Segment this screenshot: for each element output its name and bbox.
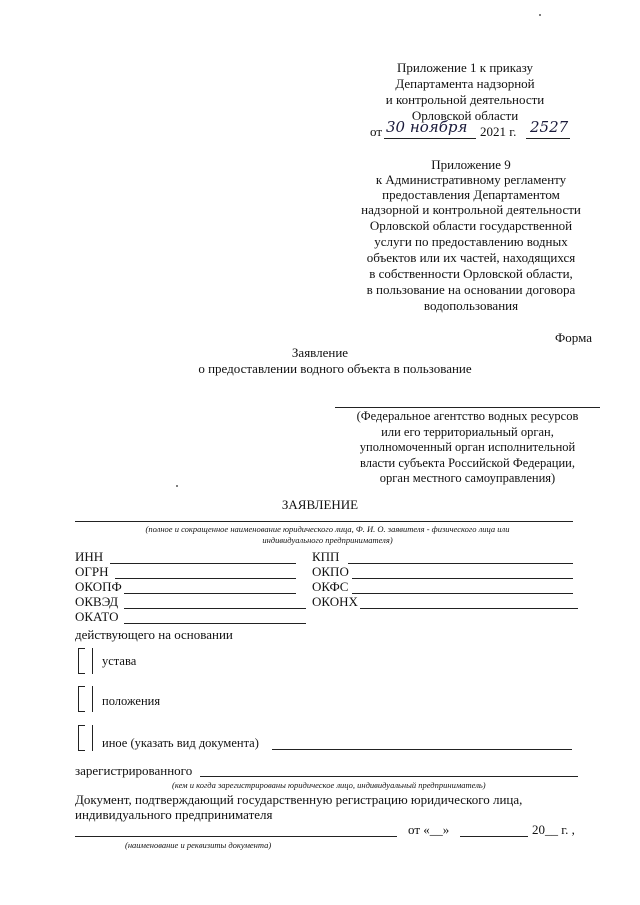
addressee-line: уполномоченный орган исполнительной xyxy=(359,440,576,454)
okpo-label: ОКПО xyxy=(312,564,349,579)
charter-checkbox[interactable] xyxy=(78,648,93,674)
appendix9-line: в собственности Орловской области, xyxy=(369,266,573,281)
doc-date-from: от «__» xyxy=(408,822,450,837)
inn-field[interactable] xyxy=(110,563,296,564)
okopf-field[interactable] xyxy=(124,593,296,594)
okfs-field[interactable] xyxy=(352,593,573,594)
appendix1-date-year: 2021 г. xyxy=(480,124,517,139)
ogrn-label: ОГРН xyxy=(75,564,109,579)
scan-speck xyxy=(539,14,541,16)
addressee-line: власти субъекта Российской Федерации, xyxy=(360,456,575,470)
statement-heading: ЗАЯВЛЕНИЕ xyxy=(281,497,359,512)
okato-label: ОКАТО xyxy=(75,609,119,624)
kpp-label: КПП xyxy=(312,549,340,564)
regulation-checkbox[interactable] xyxy=(78,686,93,712)
applicant-hint: индивидуального предпринимателя) xyxy=(262,535,393,545)
appendix9-line: в пользование на основании договора xyxy=(366,282,576,297)
appendix1-date-prefix: от xyxy=(370,124,383,139)
inn-label: ИНН xyxy=(75,549,104,564)
ogrn-field[interactable] xyxy=(115,578,296,579)
okpo-field[interactable] xyxy=(352,578,573,579)
appendix9-line: услуги по предоставлению водных xyxy=(374,234,568,249)
form-label: Форма xyxy=(555,330,592,345)
doc-label-line2: индивидуального предпринимателя xyxy=(75,807,273,822)
addressee-line: орган местного самоуправления) xyxy=(379,471,556,485)
doc-label-line1: Документ, подтверждающий государственную регистрацию юридического лица, xyxy=(75,792,523,807)
basis-label: действующего на основании xyxy=(75,627,233,642)
okopf-label: ОКОПФ xyxy=(75,579,122,594)
charter-option-label: устава xyxy=(102,654,137,668)
applicant-hint: (полное и сокращенное наименование юридического лица, Ф. И. О. заявителя - физического лица или xyxy=(145,524,510,534)
other-option-label: иное (указать вид документа) xyxy=(102,736,259,750)
appendix9-line: объектов или их частей, находящихся xyxy=(366,250,576,265)
handwritten-number: 2527 xyxy=(530,118,569,136)
addressee-line: или его территориальный орган, xyxy=(381,425,554,439)
page-title: Заявление xyxy=(291,345,349,360)
addressee-line: (Федеральное агентство водных ресурсов xyxy=(356,409,579,423)
appendix1-line: и контрольной деятельности xyxy=(385,92,545,107)
other-document-field[interactable] xyxy=(272,749,572,750)
registered-field[interactable] xyxy=(200,776,578,777)
appendix9-line: надзорной и контрольной деятельности xyxy=(361,202,581,217)
appendix9-line: предоставления Департаментом xyxy=(382,187,560,202)
appendix9-line: водопользования xyxy=(423,298,519,313)
registered-label: зарегистрированного xyxy=(75,763,193,778)
other-document-checkbox[interactable] xyxy=(78,725,93,751)
applicant-name-field[interactable] xyxy=(75,521,573,522)
okved-field[interactable] xyxy=(124,608,306,609)
doc-month-field[interactable] xyxy=(460,836,528,837)
doc-requisites-field[interactable] xyxy=(75,836,397,837)
okato-field[interactable] xyxy=(124,623,306,624)
appendix1-line: Приложение 1 к приказу xyxy=(396,60,533,75)
date-underline xyxy=(384,138,476,139)
appendix9-line: Приложение 9 xyxy=(431,157,511,172)
appendix9-line: к Административному регламенту xyxy=(375,172,567,187)
page-subtitle: о предоставлении водного объекта в пользование xyxy=(198,361,472,376)
okfs-label: ОКФС xyxy=(312,579,349,594)
addressee-field[interactable] xyxy=(335,407,600,408)
appendix9-line: Орловской области государственной xyxy=(369,218,573,233)
number-underline xyxy=(526,138,570,139)
appendix1-line: Департамента надзорной xyxy=(395,76,535,91)
appendix1-line: Орловской области xyxy=(411,108,519,123)
scan-speck xyxy=(176,485,178,487)
registered-hint: (кем и когда зарегистрированы юридическое лицо, индивидуальный предприниматель) xyxy=(172,780,486,790)
doc-date-year: 20__ г. , xyxy=(532,822,575,837)
okved-label: ОКВЭД xyxy=(75,594,119,609)
doc-hint: (наименование и реквизиты документа) xyxy=(125,840,272,850)
kpp-field[interactable] xyxy=(348,563,573,564)
regulation-option-label: положения xyxy=(102,694,161,708)
okonh-field[interactable] xyxy=(360,608,578,609)
handwritten-date: 30 ноября xyxy=(386,118,468,136)
okonh-label: ОКОНХ xyxy=(312,594,358,609)
